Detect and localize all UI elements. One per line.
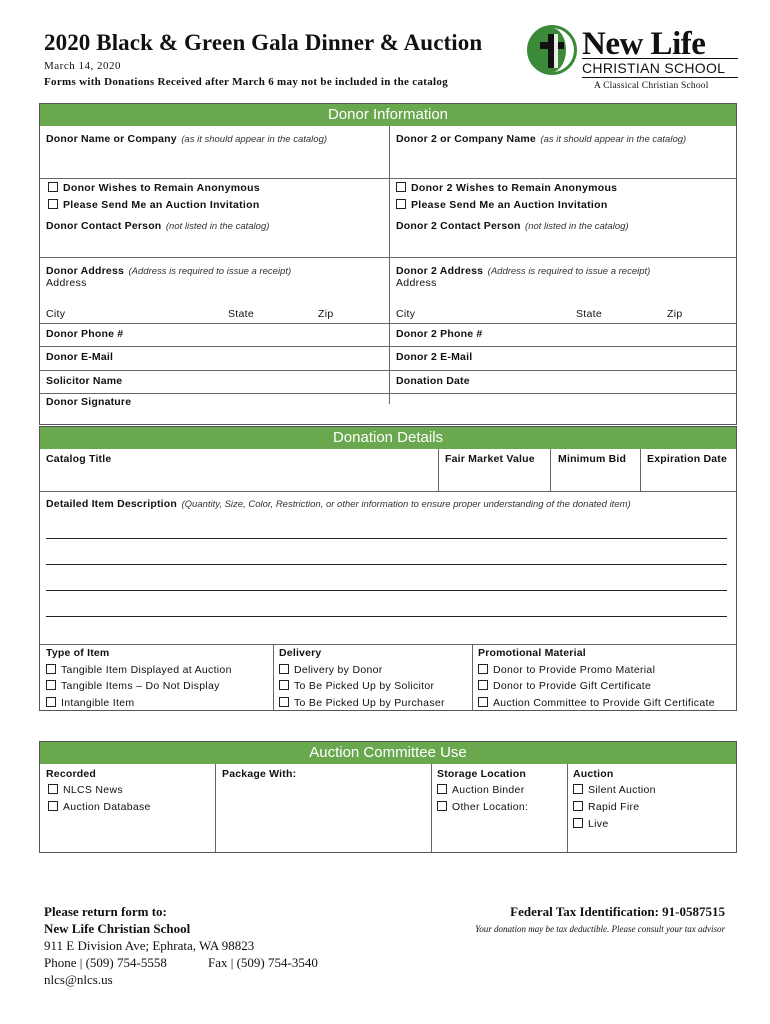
auction-silent[interactable] (573, 784, 656, 796)
column-divider (640, 449, 641, 491)
donor-information-section (39, 103, 737, 425)
donor-state: State (228, 308, 255, 320)
item-description-label: Detailed Item Description (46, 498, 178, 510)
option-label: NLCS News (63, 784, 123, 796)
storage-location-label: Storage Location (437, 768, 526, 780)
checkbox-icon[interactable] (48, 182, 58, 192)
item-description-note: (Quantity, Size, Color, Restriction, or other information to ensure proper understanding of the donated item) (181, 499, 631, 510)
donor-anonymous-label: Donor Wishes to Remain Anonymous (63, 182, 260, 194)
return-address: 911 E Division Ave; Ephrata, WA 98823 (44, 938, 255, 953)
delivery-option-purchaser[interactable] (279, 697, 445, 709)
donor-phone-field[interactable]: Donor Phone # (46, 328, 124, 340)
donor-address-label: Donor Address (46, 265, 125, 277)
description-line[interactable] (46, 538, 727, 539)
row-divider (40, 491, 736, 492)
promotional-material-label: Promotional Material (478, 647, 586, 659)
column-divider (431, 764, 432, 853)
tax-deductible-note: Your donation may be tax deductible. Please consult your tax advisor (475, 924, 725, 934)
donation-date-field[interactable]: Donation Date (396, 375, 470, 387)
type-option-intangible[interactable] (46, 697, 134, 709)
option-label: Donor to Provide Gift Certificate (493, 680, 652, 692)
fair-market-value-field[interactable]: Fair Market Value (445, 453, 535, 465)
donor2-address-label: Donor 2 Address (396, 265, 484, 277)
solicitor-name-field[interactable]: Solicitor Name (46, 375, 123, 387)
promo-option-donor-certificate[interactable] (478, 680, 651, 692)
checkbox-icon[interactable] (279, 680, 289, 690)
column-divider (567, 764, 568, 853)
return-organization: New Life Christian School (44, 921, 191, 936)
donor2-zip: Zip (667, 308, 683, 320)
checkbox-icon[interactable] (279, 697, 289, 707)
donor-name-label: Donor Name or Company (46, 133, 177, 145)
type-of-item-label: Type of Item (46, 647, 110, 659)
row-divider (40, 323, 736, 324)
option-label: Silent Auction (588, 784, 656, 796)
auction-type-label: Auction (573, 768, 614, 780)
donor-name-field[interactable] (46, 129, 327, 147)
donor2-name-label: Donor 2 or Company Name (396, 133, 536, 145)
column-divider (273, 644, 274, 711)
row-divider (40, 393, 736, 394)
catalog-title-field[interactable]: Catalog Title (46, 453, 112, 465)
row-divider (40, 370, 736, 371)
option-label: Intangible Item (61, 697, 135, 709)
donor2-email-field[interactable]: Donor 2 E-Mail (396, 351, 473, 363)
checkbox-icon[interactable] (48, 199, 58, 209)
checkbox-icon[interactable] (46, 664, 56, 674)
donor-address-line: Address (46, 277, 87, 289)
recorded-nlcs-news[interactable] (48, 784, 123, 796)
option-label: Donor to Provide Promo Material (493, 664, 656, 676)
option-label: Rapid Fire (588, 801, 640, 813)
donor2-contact-field[interactable] (396, 216, 629, 234)
donor-anonymous-checkbox[interactable] (48, 182, 260, 194)
checkbox-icon[interactable] (478, 664, 488, 674)
donor-contact-field[interactable] (46, 216, 269, 234)
logo-school: CHRISTIAN SCHOOL (582, 60, 726, 76)
logo-emblem-icon (524, 22, 580, 78)
donor2-invitation-checkbox[interactable] (396, 199, 608, 211)
donation-details-section (39, 426, 737, 711)
donor-signature-field[interactable]: Donor Signature (46, 396, 132, 408)
donor2-address-line: Address (396, 277, 437, 289)
checkbox-icon[interactable] (573, 801, 583, 811)
package-with-field[interactable]: Package With: (222, 768, 297, 780)
school-logo (524, 22, 580, 78)
donor2-name-note: (as it should appear in the catalog) (540, 134, 687, 145)
return-fax: Fax | (509) 754-3540 (208, 955, 318, 970)
checkbox-icon[interactable] (46, 680, 56, 690)
donor2-phone-field[interactable]: Donor 2 Phone # (396, 328, 483, 340)
donor-name-note: (as it should appear in the catalog) (181, 134, 328, 145)
option-label: Other Location: (452, 801, 529, 813)
checkbox-icon[interactable] (48, 784, 58, 794)
donor-invitation-label: Please Send Me an Auction Invitation (63, 199, 260, 211)
donor2-contact-note: (not listed in the catalog) (525, 221, 629, 232)
logo-divider-2 (582, 77, 738, 78)
promo-option-donor-material[interactable] (478, 664, 655, 676)
description-line[interactable] (46, 590, 727, 591)
donor-city: City (46, 308, 66, 320)
column-divider (389, 126, 390, 404)
checkbox-icon[interactable] (46, 697, 56, 707)
donor2-anonymous-checkbox[interactable] (396, 182, 617, 194)
row-divider (40, 346, 736, 347)
donor2-city: City (396, 308, 416, 320)
delivery-label: Delivery (279, 647, 322, 659)
delivery-option-donor[interactable] (279, 664, 383, 676)
option-label: Auction Binder (452, 784, 525, 796)
checkbox-icon[interactable] (396, 199, 406, 209)
federal-tax-id: Federal Tax Identification: 91-0587515 (510, 904, 725, 919)
donor2-state: State (576, 308, 603, 320)
logo-name: New Life (582, 26, 706, 62)
donor-zip: Zip (318, 308, 334, 320)
minimum-bid-field[interactable]: Minimum Bid (558, 453, 627, 465)
donor2-address-note: (Address is required to issue a receipt) (487, 266, 651, 277)
checkbox-icon[interactable] (396, 182, 406, 192)
option-label: Tangible Item Displayed at Auction (61, 664, 232, 676)
description-line[interactable] (46, 616, 727, 617)
return-phone: Phone | (509) 754-5558 (44, 955, 167, 970)
catalog-deadline-notice: Forms with Donations Received after March 6 may not be included in the catalog (44, 76, 448, 88)
donor2-anonymous-label: Donor 2 Wishes to Remain Anonymous (411, 182, 618, 194)
donor2-contact-label: Donor 2 Contact Person (396, 220, 521, 232)
logo-tagline: A Classical Christian School (594, 81, 709, 91)
option-label: Delivery by Donor (294, 664, 383, 676)
promo-option-committee-certificate[interactable] (478, 697, 715, 709)
event-date: March 14, 2020 (44, 60, 121, 72)
donor2-name-field[interactable] (396, 129, 686, 147)
type-option-do-not-display[interactable] (46, 680, 220, 692)
type-option-displayed[interactable] (46, 664, 232, 676)
donor-information-banner: Donor Information (40, 104, 736, 126)
option-label: Auction Committee to Provide Gift Certificate (493, 697, 715, 709)
checkbox-icon[interactable] (437, 784, 447, 794)
row-divider (40, 257, 736, 258)
donor2-invitation-label: Please Send Me an Auction Invitation (411, 199, 608, 211)
option-label: To Be Picked Up by Purchaser (294, 697, 445, 709)
option-label: Live (588, 818, 609, 830)
expiration-date-field[interactable]: Expiration Date (647, 453, 728, 465)
column-divider (550, 449, 551, 491)
option-label: Auction Database (63, 801, 151, 813)
checkbox-icon[interactable] (573, 818, 583, 828)
recorded-label: Recorded (46, 768, 97, 780)
row-divider (40, 644, 736, 645)
auction-live[interactable] (573, 818, 608, 830)
storage-other-location[interactable] (437, 801, 528, 813)
return-label: Please return form to: (44, 904, 167, 919)
delivery-option-solicitor[interactable] (279, 680, 434, 692)
donor-email-field[interactable]: Donor E-Mail (46, 351, 114, 363)
auction-committee-section (39, 741, 737, 853)
donor-address-note: (Address is required to issue a receipt) (128, 266, 292, 277)
option-label: To Be Picked Up by Solicitor (294, 680, 435, 692)
column-divider (472, 644, 473, 711)
checkbox-icon[interactable] (48, 801, 58, 811)
logo-divider (582, 58, 738, 59)
option-label: Tangible Items – Do Not Display (61, 680, 220, 692)
checkbox-icon[interactable] (478, 680, 488, 690)
description-line[interactable] (46, 564, 727, 565)
checkbox-icon[interactable] (279, 664, 289, 674)
form-title: 2020 Black & Green Gala Dinner & Auction (44, 30, 483, 55)
donor-contact-note: (not listed in the catalog) (165, 221, 270, 232)
donor-invitation-checkbox[interactable] (48, 199, 260, 211)
checkbox-icon[interactable] (437, 801, 447, 811)
item-description-field[interactable] (46, 494, 631, 512)
auction-committee-banner: Auction Committee Use (40, 742, 736, 764)
storage-auction-binder[interactable] (437, 784, 525, 796)
donation-details-banner: Donation Details (40, 427, 736, 449)
auction-rapid-fire[interactable] (573, 801, 639, 813)
recorded-auction-database[interactable] (48, 801, 151, 813)
column-divider (215, 764, 216, 853)
checkbox-icon[interactable] (478, 697, 488, 707)
checkbox-icon[interactable] (573, 784, 583, 794)
donor-contact-label: Donor Contact Person (46, 220, 162, 232)
row-divider (40, 178, 736, 179)
return-email[interactable]: nlcs@nlcs.us (44, 972, 113, 987)
column-divider (438, 449, 439, 491)
